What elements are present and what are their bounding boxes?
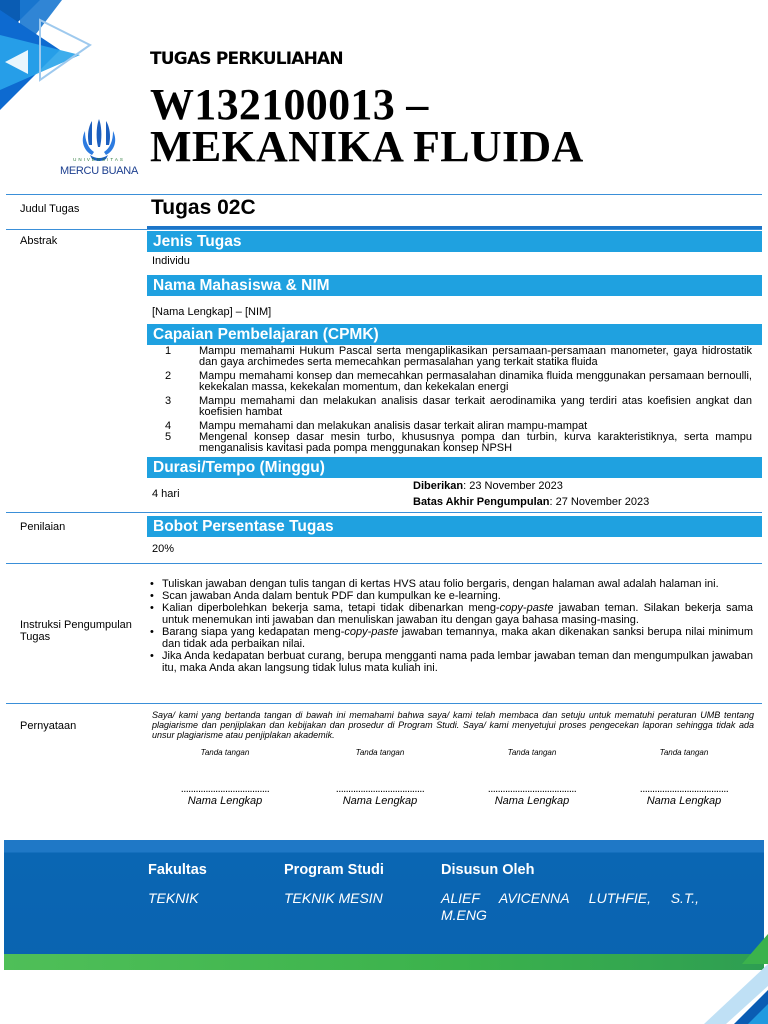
tanggal-batas-akhir: Batas Akhir Pengumpulan: 27 November 2023	[413, 496, 650, 508]
penilaian-label: Penilaian	[20, 521, 66, 533]
list-item: 2 Mampu memahami konsep dan memecahkan permasalahan dinamika fluida menggunakan persamaan bernoulli, kekekalan massa, kekekalan momentum, dan kekekalan energi	[165, 370, 752, 393]
list-item: 4 Mampu memahami dan melakukan analisis dasar terkait aliran mampu-mampat	[165, 420, 588, 432]
jenis-tugas-value: Individu	[152, 255, 190, 267]
corner-decoration-top-left	[0, 0, 100, 110]
instruksi-label: Instruksi Pengumpulan Tugas	[20, 619, 132, 643]
footer-program-studi: Program Studi TEKNIK MESIN	[284, 862, 384, 906]
signature-block: Tanda tangan .................................... Nama Lengkap	[150, 748, 300, 807]
divider	[6, 563, 762, 564]
signature-block: Tanda tangan .................................... Nama Lengkap	[457, 748, 607, 807]
abstrak-label: Abstrak	[20, 235, 58, 247]
judul-label: Judul Tugas	[20, 203, 80, 215]
list-item: • Jika Anda kedapatan berbuat curang, berupa mengganti nama pada lembar jawaban teman dan mengumpulkan jawaban itu, maka Anda akan langsung tidak lulus mata kuliah ini.	[147, 650, 753, 674]
signature-line: ....................................	[180, 783, 270, 795]
corner-decoration-bottom-right	[684, 924, 768, 1024]
divider	[6, 703, 762, 704]
list-item: • Kalian diperbolehkan bekerja sama, tetapi tidak dibenarkan meng-copy-paste jawaban teman. Silakan bekerja sama untuk menemukan inti jawaban dan menuliskan jawaban itu dengan gaya bahasa masing-masing.	[147, 602, 753, 626]
course-title: W132100013 – MEKANIKA FLUIDA	[150, 80, 584, 171]
divider	[6, 194, 762, 195]
signature-line: ....................................	[487, 783, 577, 795]
footer-green-stripe	[4, 954, 764, 970]
pernyataan-text: Saya/ kami yang bertanda tangan di bawah ini memahami bahwa saya/ kami telah membaca dan setuju untuk mematuhi peraturan UMB tentang plagiarisme dan penjiplakan dan kebijakan dan prosedur di Program Studi. Saya/ kami menyetujui proses pengecekan laporan sehingga tidak ada unsur plagiarisme atau penjiplakan akademik.	[152, 710, 754, 740]
logo-university-name: MERCU BUANA	[60, 165, 138, 177]
tanggal-diberikan: Diberikan: 23 November 2023	[413, 480, 563, 492]
pernyataan-label: Pernyataan	[20, 720, 77, 732]
divider	[6, 229, 762, 230]
list-item: 1 Mampu memahami Hukum Pascal serta mengaplikasikan persamaan-persamaan manometer, gaya hidrostatik dan gaya archimedes serta memecahkan permasalahan yang terkait statika fluida	[165, 345, 752, 368]
durasi-value: 4 hari	[152, 488, 180, 500]
instruction-list	[147, 578, 753, 674]
assignment-title: Tugas 02C	[151, 196, 256, 219]
cpmk-list	[152, 346, 752, 457]
section-bar-jenis-tugas: Jenis Tugas	[147, 231, 762, 252]
section-bar-durasi: Durasi/Tempo (Minggu)	[147, 457, 762, 478]
signature-line: ....................................	[335, 783, 425, 795]
document-kicker: TUGAS PERKULIAHAN	[150, 49, 343, 69]
footer-fakultas: Fakultas TEKNIK	[148, 862, 207, 906]
list-item: 5 Mengenal konsep dasar mesin turbo, khususnya pompa dan turbin, kurva karakteristiknya, serta mampu menganalisis kavitasi pada pompa menggunakan konsep NPSH	[165, 431, 752, 454]
section-bar-nama-mahasiswa: Nama Mahasiswa & NIM	[147, 275, 762, 296]
divider	[6, 512, 762, 513]
bobot-value: 20%	[152, 543, 175, 555]
list-item: • Barang siapa yang kedapatan meng-copy-paste jawaban temannya, maka akan dikenakan sanksi berupa nilai minimum dan tidak ada perbaikan nilai.	[147, 626, 753, 650]
signature-block: Tanda tangan .................................... Nama Lengkap	[305, 748, 455, 807]
logo-university-caption: UNIVERSITAS	[73, 157, 125, 162]
signature-line: ....................................	[639, 783, 729, 795]
footer-disusun-oleh: Disusun Oleh ALIEF AVICENNA LUTHFIE, S.T., M.ENG	[441, 862, 699, 923]
list-item: 3 Mampu memahami dan melakukan analisis dasar terkait aerodinamika yang terdiri atas koefisien angkat dan koefisien hambat	[165, 395, 752, 418]
nama-nim-value: [Nama Lengkap] – [NIM]	[152, 306, 272, 318]
signature-block: Tanda tangan .................................... Nama Lengkap	[609, 748, 759, 807]
section-bar-bobot: Bobot Persentase Tugas	[147, 516, 762, 537]
section-bar-cpmk: Capaian Pembelajaran (CPMK)	[147, 324, 762, 345]
list-item: • Tuliskan jawaban dengan tulis tangan di kertas HVS atau folio bergaris, dengan halaman awal adalah halaman ini.	[147, 578, 753, 590]
list-item: • Scan jawaban Anda dalam bentuk PDF dan kumpulkan ke e-learning.	[147, 590, 753, 602]
